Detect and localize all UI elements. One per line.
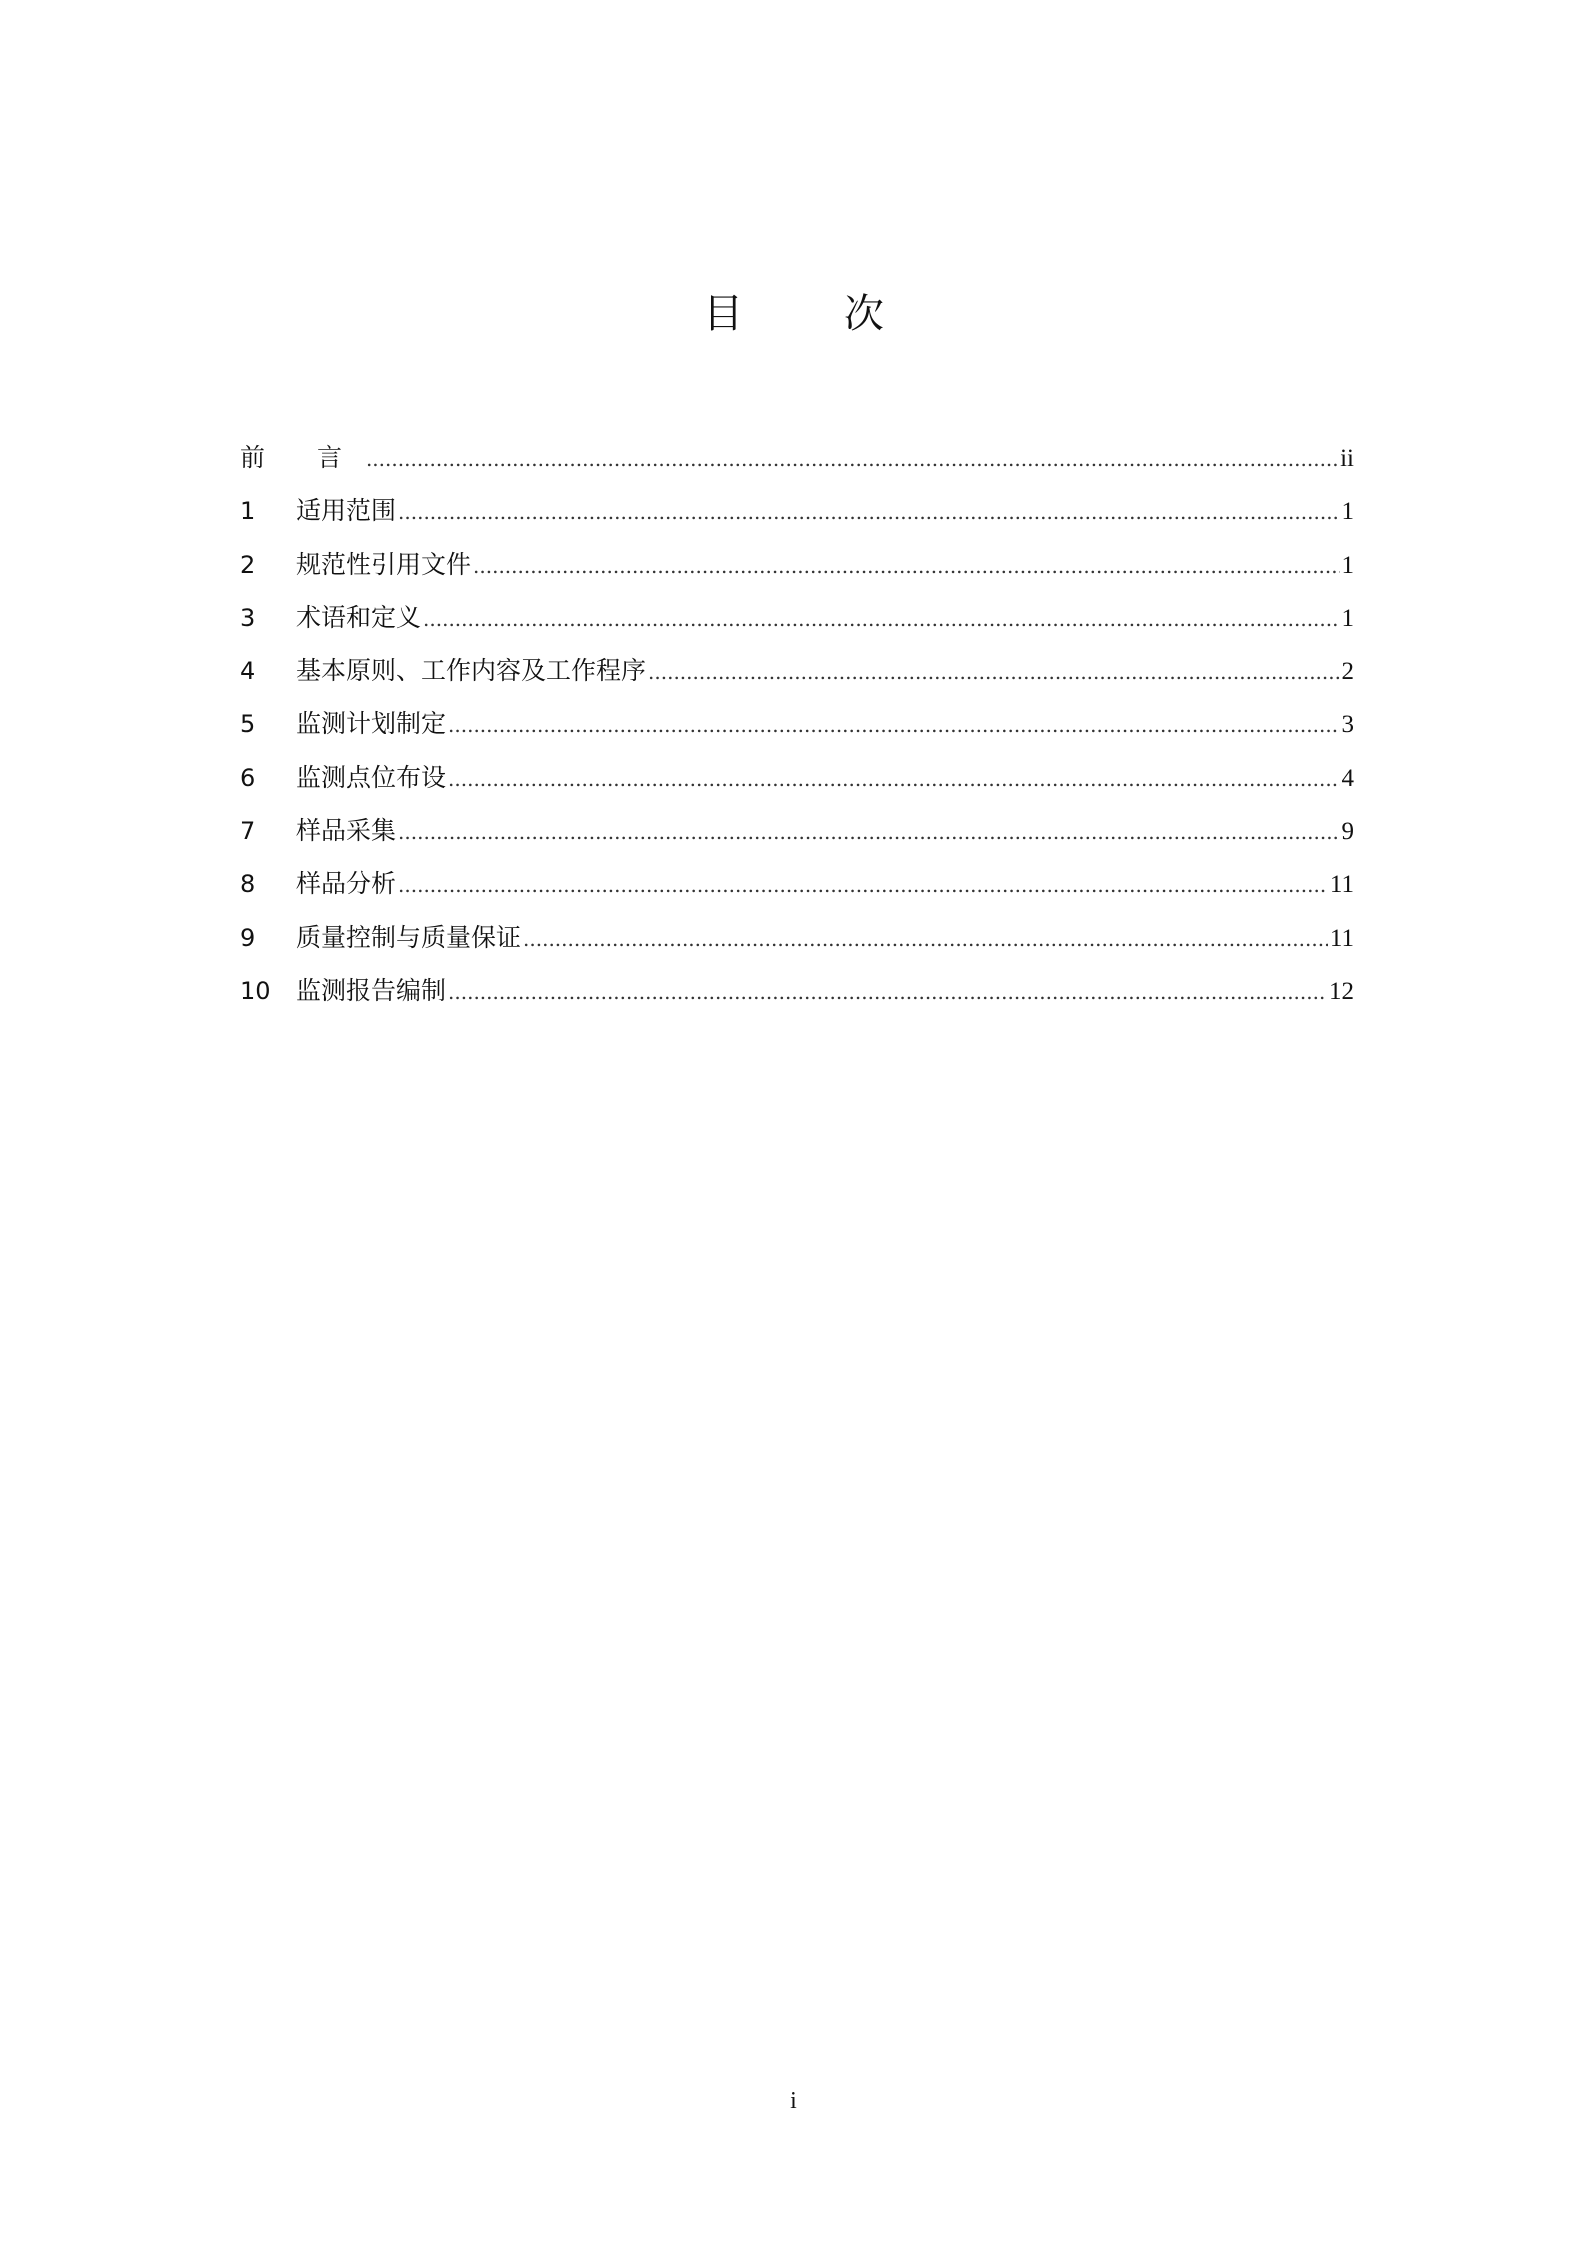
toc-entry-2[interactable]	[240, 545, 1354, 598]
toc-entry-label: 监测报告编制	[296, 975, 447, 1005]
toc-entry-number: 5	[240, 710, 256, 739]
toc-entry-label: 质量控制与质量保证	[296, 922, 522, 952]
toc-entry-number: 9	[240, 923, 256, 952]
toc-entry-number: 6	[240, 763, 256, 792]
leader-dots	[473, 554, 1339, 578]
toc-entry-number: 8	[240, 870, 256, 899]
page-title: 目 次	[703, 291, 928, 337]
toc-entry-6[interactable]	[240, 758, 1354, 811]
leader-dots	[398, 820, 1339, 844]
toc-entry-label: 样品采集	[296, 816, 397, 846]
toc-entry-9[interactable]	[240, 918, 1354, 971]
toc-entry-label: 样品分析	[296, 869, 397, 899]
leader-dots	[366, 447, 1338, 471]
toc-entry-page: 12	[1329, 977, 1354, 1005]
toc-entry-3[interactable]	[240, 598, 1354, 651]
leader-dots	[398, 500, 1339, 524]
toc-entry-8[interactable]	[240, 864, 1354, 917]
page-number: i	[790, 2088, 797, 2114]
leader-dots	[448, 767, 1339, 791]
leader-dots	[448, 713, 1339, 737]
toc-entry-foreword[interactable]	[240, 438, 1354, 491]
toc-entry-page: 11	[1329, 924, 1354, 952]
toc-entry-5[interactable]	[240, 704, 1354, 757]
toc-entry-page: 4	[1341, 764, 1354, 792]
toc-entry-7[interactable]	[240, 811, 1354, 864]
toc-entry-1[interactable]	[240, 491, 1354, 544]
toc-entry-label: 规范性引用文件	[296, 549, 472, 579]
toc-entry-page: 9	[1341, 818, 1354, 846]
toc-entry-page: 2	[1341, 658, 1354, 686]
leader-dots	[648, 660, 1339, 684]
toc-entry-page: 1	[1341, 604, 1354, 632]
toc-entry-10[interactable]	[240, 971, 1354, 1024]
toc-entry-4[interactable]	[240, 651, 1354, 704]
toc-entry-label: 前 言	[240, 443, 364, 472]
toc-entry-number: 7	[240, 817, 256, 846]
toc-entry-page: 11	[1329, 871, 1354, 899]
toc-entry-number: 3	[240, 603, 256, 632]
toc-entry-number: 4	[240, 657, 256, 686]
toc-entry-number: 2	[240, 550, 256, 579]
leader-dots	[423, 607, 1339, 631]
toc-entry-page: 3	[1341, 711, 1354, 739]
toc-entry-label: 适用范围	[296, 496, 397, 526]
toc-entry-page: 1	[1341, 551, 1354, 579]
toc-entry-number: 1	[240, 497, 256, 526]
leader-dots	[398, 873, 1328, 897]
toc-entry-number: 10	[240, 976, 271, 1005]
toc-entry-page: 1	[1341, 498, 1354, 526]
toc-entry-label: 监测计划制定	[296, 709, 447, 739]
toc-entry-page: ii	[1340, 445, 1354, 472]
table-of-contents	[240, 438, 1354, 1024]
toc-entry-label: 监测点位布设	[296, 762, 447, 792]
leader-dots	[448, 980, 1327, 1004]
leader-dots	[523, 927, 1328, 951]
toc-entry-label: 术语和定义	[296, 602, 422, 632]
toc-entry-label: 基本原则、工作内容及工作程序	[296, 656, 647, 686]
